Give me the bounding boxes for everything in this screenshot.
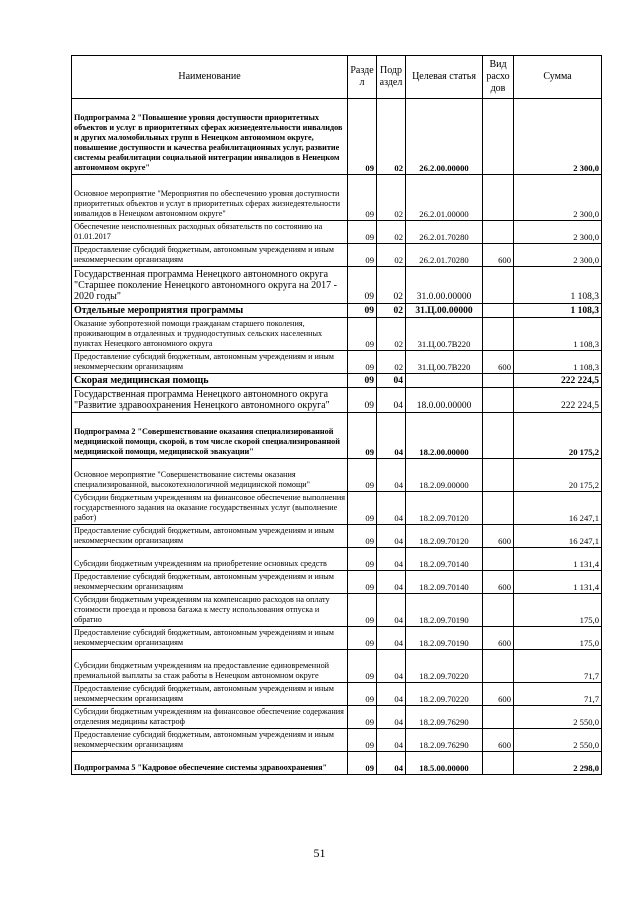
row-name: Государственная программа Ненецкого автономного округа "Развитие здравоохранения Ненецкого автономного округа" <box>72 388 348 413</box>
row-subsection: 02 <box>377 221 406 244</box>
table-row <box>72 706 602 729</box>
row-type <box>483 374 514 388</box>
table-row <box>72 627 602 650</box>
row-section: 09 <box>348 374 377 388</box>
row-name: Предоставление субсидий бюджетным, автономным учреждениям и иным некоммерческим организациям <box>72 683 348 706</box>
row-sum: 1 108,3 <box>514 267 602 304</box>
row-name: Подпрограмма 5 "Кадровое обеспечение системы здравоохранения" <box>72 752 348 775</box>
row-section: 09 <box>348 318 377 351</box>
row-section: 09 <box>348 571 377 594</box>
row-target: 26.2.01.70280 <box>406 221 483 244</box>
row-type <box>483 650 514 683</box>
row-target: 18.2.09.00000 <box>406 459 483 492</box>
row-target: 31.Ц.00.7В220 <box>406 318 483 351</box>
table-row <box>72 99 602 175</box>
row-name: Обеспечение неисполненных расходных обязательств по состоянию на 01.01.2017 <box>72 221 348 244</box>
row-section: 09 <box>348 683 377 706</box>
row-target: 18.2.09.76290 <box>406 729 483 752</box>
row-target <box>406 374 483 388</box>
row-subsection: 02 <box>377 267 406 304</box>
col-subsection-header: Подр аздел <box>377 56 406 99</box>
row-name: Субсидии бюджетным учреждениям на компенсацию расходов на оплату стоимости проезда и провоза багажа к месту использования отпуска и обратно <box>72 594 348 627</box>
row-type: 600 <box>483 351 514 374</box>
row-name: Подпрограмма 2 "Повышение уровня доступности приоритетных объектов и услуг в приоритетных сферах жизнедеятельности инвалидов и других маломобильных групп в Ненецком автономном округе, повышение доступности и качества реабилитационных услуг, развитие системы реабилитации социальной интеграции инвалидов в Ненецком автономном округе" <box>72 99 348 175</box>
row-name: Подпрограмма 2 "Совершенствование оказания специализированной медицинской помощи, скорой, в том числе скорой специализированной медицинской помощи, медицинской эвакуации" <box>72 413 348 459</box>
row-sum: 16 247,1 <box>514 525 602 548</box>
row-sum: 2 300,0 <box>514 244 602 267</box>
row-subsection: 04 <box>377 413 406 459</box>
row-sum: 2 300,0 <box>514 221 602 244</box>
row-sum: 175,0 <box>514 627 602 650</box>
row-section: 09 <box>348 413 377 459</box>
row-sum: 2 300,0 <box>514 99 602 175</box>
row-target: 18.5.00.00000 <box>406 752 483 775</box>
row-subsection: 04 <box>377 683 406 706</box>
col-type-header: Вид расхо дов <box>483 56 514 99</box>
row-section: 09 <box>348 221 377 244</box>
table-header-row <box>72 56 602 99</box>
row-section: 09 <box>348 627 377 650</box>
row-target: 18.2.09.70120 <box>406 492 483 525</box>
row-sum: 20 175,2 <box>514 459 602 492</box>
col-section-header: Разде л <box>348 56 377 99</box>
table-row <box>72 351 602 374</box>
table-row <box>72 650 602 683</box>
row-section: 09 <box>348 525 377 548</box>
row-sum: 1 108,3 <box>514 304 602 318</box>
row-section: 09 <box>348 459 377 492</box>
table-row <box>72 374 602 388</box>
row-sum: 2 298,0 <box>514 752 602 775</box>
row-name: Предоставление субсидий бюджетным, автономным учреждениям и иным некоммерческим организациям <box>72 244 348 267</box>
col-target-header: Целевая статья <box>406 56 483 99</box>
row-sum: 71,7 <box>514 683 602 706</box>
row-type <box>483 413 514 459</box>
row-section: 09 <box>348 304 377 318</box>
row-subsection: 04 <box>377 729 406 752</box>
row-section: 09 <box>348 388 377 413</box>
row-sum: 2 550,0 <box>514 729 602 752</box>
row-subsection: 04 <box>377 627 406 650</box>
row-name: Оказание зубопротезной помощи гражданам старшего поколения, проживающим в отдаленных и труднодоступных сельских населенных пунктах Ненецкого автономного округа <box>72 318 348 351</box>
row-subsection: 02 <box>377 304 406 318</box>
row-name: Предоставление субсидий бюджетным, автономным учреждениям и иным некоммерческим организациям <box>72 571 348 594</box>
row-target: 18.2.00.00000 <box>406 413 483 459</box>
row-target: 18.0.00.00000 <box>406 388 483 413</box>
row-target: 18.2.09.70120 <box>406 525 483 548</box>
row-sum: 1 131,4 <box>514 548 602 571</box>
budget-table <box>71 55 602 775</box>
row-type <box>483 304 514 318</box>
row-type <box>483 548 514 571</box>
row-section: 09 <box>348 244 377 267</box>
table-row <box>72 683 602 706</box>
row-subsection: 04 <box>377 525 406 548</box>
row-name: Субсидии бюджетным учреждениям на приобретение основных средств <box>72 548 348 571</box>
row-name: Основное мероприятие "Совершенствование системы оказания специализированной, высокотехнологичной медицинской помощи" <box>72 459 348 492</box>
row-section: 09 <box>348 706 377 729</box>
row-sum: 1 108,3 <box>514 351 602 374</box>
row-name: Предоставление субсидий бюджетным, автономным учреждениям и иным некоммерческим организациям <box>72 525 348 548</box>
table-row <box>72 175 602 221</box>
row-type: 600 <box>483 244 514 267</box>
row-name: Отдельные мероприятия программы <box>72 304 348 318</box>
row-subsection: 04 <box>377 548 406 571</box>
row-type <box>483 267 514 304</box>
row-subsection: 02 <box>377 99 406 175</box>
row-type: 600 <box>483 729 514 752</box>
row-section: 09 <box>348 175 377 221</box>
row-sum: 16 247,1 <box>514 492 602 525</box>
row-subsection: 04 <box>377 374 406 388</box>
page-number: 51 <box>313 846 326 860</box>
row-target: 18.2.09.70140 <box>406 571 483 594</box>
row-subsection: 04 <box>377 752 406 775</box>
row-type <box>483 459 514 492</box>
row-type: 600 <box>483 571 514 594</box>
row-type <box>483 492 514 525</box>
row-target: 18.2.09.76290 <box>406 706 483 729</box>
table-body <box>72 99 602 775</box>
table-row <box>72 459 602 492</box>
row-subsection: 04 <box>377 650 406 683</box>
row-name: Основное мероприятие "Мероприятия по обеспечению уровня доступности приоритетных объектов и услуг в приоритетных сферах жизнедеятельности инвалидов в Ненецком автономном округе" <box>72 175 348 221</box>
table-row <box>72 752 602 775</box>
table-row <box>72 221 602 244</box>
row-target: 26.2.01.00000 <box>406 175 483 221</box>
row-name: Предоставление субсидий бюджетным, автономным учреждениям и иным некоммерческим организациям <box>72 729 348 752</box>
row-section: 09 <box>348 650 377 683</box>
row-target: 26.2.00.00000 <box>406 99 483 175</box>
row-type: 600 <box>483 525 514 548</box>
row-name: Скорая медицинская помощь <box>72 374 348 388</box>
table-row <box>72 594 602 627</box>
row-sum: 1 131,4 <box>514 571 602 594</box>
row-sum: 222 224,5 <box>514 388 602 413</box>
row-target: 18.2.09.70190 <box>406 594 483 627</box>
table-row <box>72 729 602 752</box>
row-type <box>483 318 514 351</box>
table-row <box>72 267 602 304</box>
table-row <box>72 318 602 351</box>
row-section: 09 <box>348 351 377 374</box>
row-section: 09 <box>348 752 377 775</box>
row-subsection: 04 <box>377 571 406 594</box>
row-type <box>483 388 514 413</box>
table-row <box>72 525 602 548</box>
row-type <box>483 175 514 221</box>
row-target: 31.Ц.00.7В220 <box>406 351 483 374</box>
table-row <box>72 244 602 267</box>
row-type <box>483 221 514 244</box>
col-name-header: Наименование <box>72 56 348 99</box>
row-target: 31.0.00.00000 <box>406 267 483 304</box>
row-target: 18.2.09.70190 <box>406 627 483 650</box>
row-sum: 175,0 <box>514 594 602 627</box>
row-name: Субсидии бюджетным учреждениям на финансовое обеспечение содержания отделения медицины катастроф <box>72 706 348 729</box>
row-subsection: 04 <box>377 594 406 627</box>
row-type <box>483 594 514 627</box>
row-type: 600 <box>483 627 514 650</box>
col-sum-header: Сумма <box>514 56 602 99</box>
row-subsection: 04 <box>377 492 406 525</box>
row-sum: 2 300,0 <box>514 175 602 221</box>
row-subsection: 04 <box>377 388 406 413</box>
row-name: Государственная программа Ненецкого автономного округа "Старшее поколение Ненецкого автономного округа на 2017 - 2020 годы" <box>72 267 348 304</box>
table-row <box>72 571 602 594</box>
row-name: Предоставление субсидий бюджетным, автономным учреждениям и иным некоммерческим организациям <box>72 627 348 650</box>
row-sum: 20 175,2 <box>514 413 602 459</box>
row-sum: 71,7 <box>514 650 602 683</box>
table-row <box>72 388 602 413</box>
table-row <box>72 304 602 318</box>
row-section: 09 <box>348 729 377 752</box>
row-target: 18.2.09.70140 <box>406 548 483 571</box>
row-subsection: 02 <box>377 351 406 374</box>
row-sum: 2 550,0 <box>514 706 602 729</box>
row-section: 09 <box>348 548 377 571</box>
row-subsection: 04 <box>377 706 406 729</box>
row-section: 09 <box>348 594 377 627</box>
row-subsection: 02 <box>377 318 406 351</box>
row-section: 09 <box>348 492 377 525</box>
row-sum: 1 108,3 <box>514 318 602 351</box>
row-name: Предоставление субсидий бюджетным, автономным учреждениям и иным некоммерческим организациям <box>72 351 348 374</box>
row-target: 18.2.09.70220 <box>406 683 483 706</box>
row-section: 09 <box>348 267 377 304</box>
row-type <box>483 752 514 775</box>
row-type: 600 <box>483 683 514 706</box>
row-target: 26.2.01.70280 <box>406 244 483 267</box>
row-sum: 222 224,5 <box>514 374 602 388</box>
row-subsection: 02 <box>377 175 406 221</box>
table-row <box>72 492 602 525</box>
row-type <box>483 99 514 175</box>
table-row <box>72 413 602 459</box>
row-target: 31.Ц.00.00000 <box>406 304 483 318</box>
row-name: Субсидии бюджетным учреждениям на финансовое обеспечение выполнения государственного задания на оказание государственных услуг (выполнение работ) <box>72 492 348 525</box>
row-subsection: 02 <box>377 244 406 267</box>
row-type <box>483 706 514 729</box>
row-section: 09 <box>348 99 377 175</box>
row-subsection: 04 <box>377 459 406 492</box>
row-name: Субсидии бюджетным учреждениям на предоставление единовременной премиальной выплаты за стаж работы в Ненецком автономном округе <box>72 650 348 683</box>
row-target: 18.2.09.70220 <box>406 650 483 683</box>
table-row <box>72 548 602 571</box>
